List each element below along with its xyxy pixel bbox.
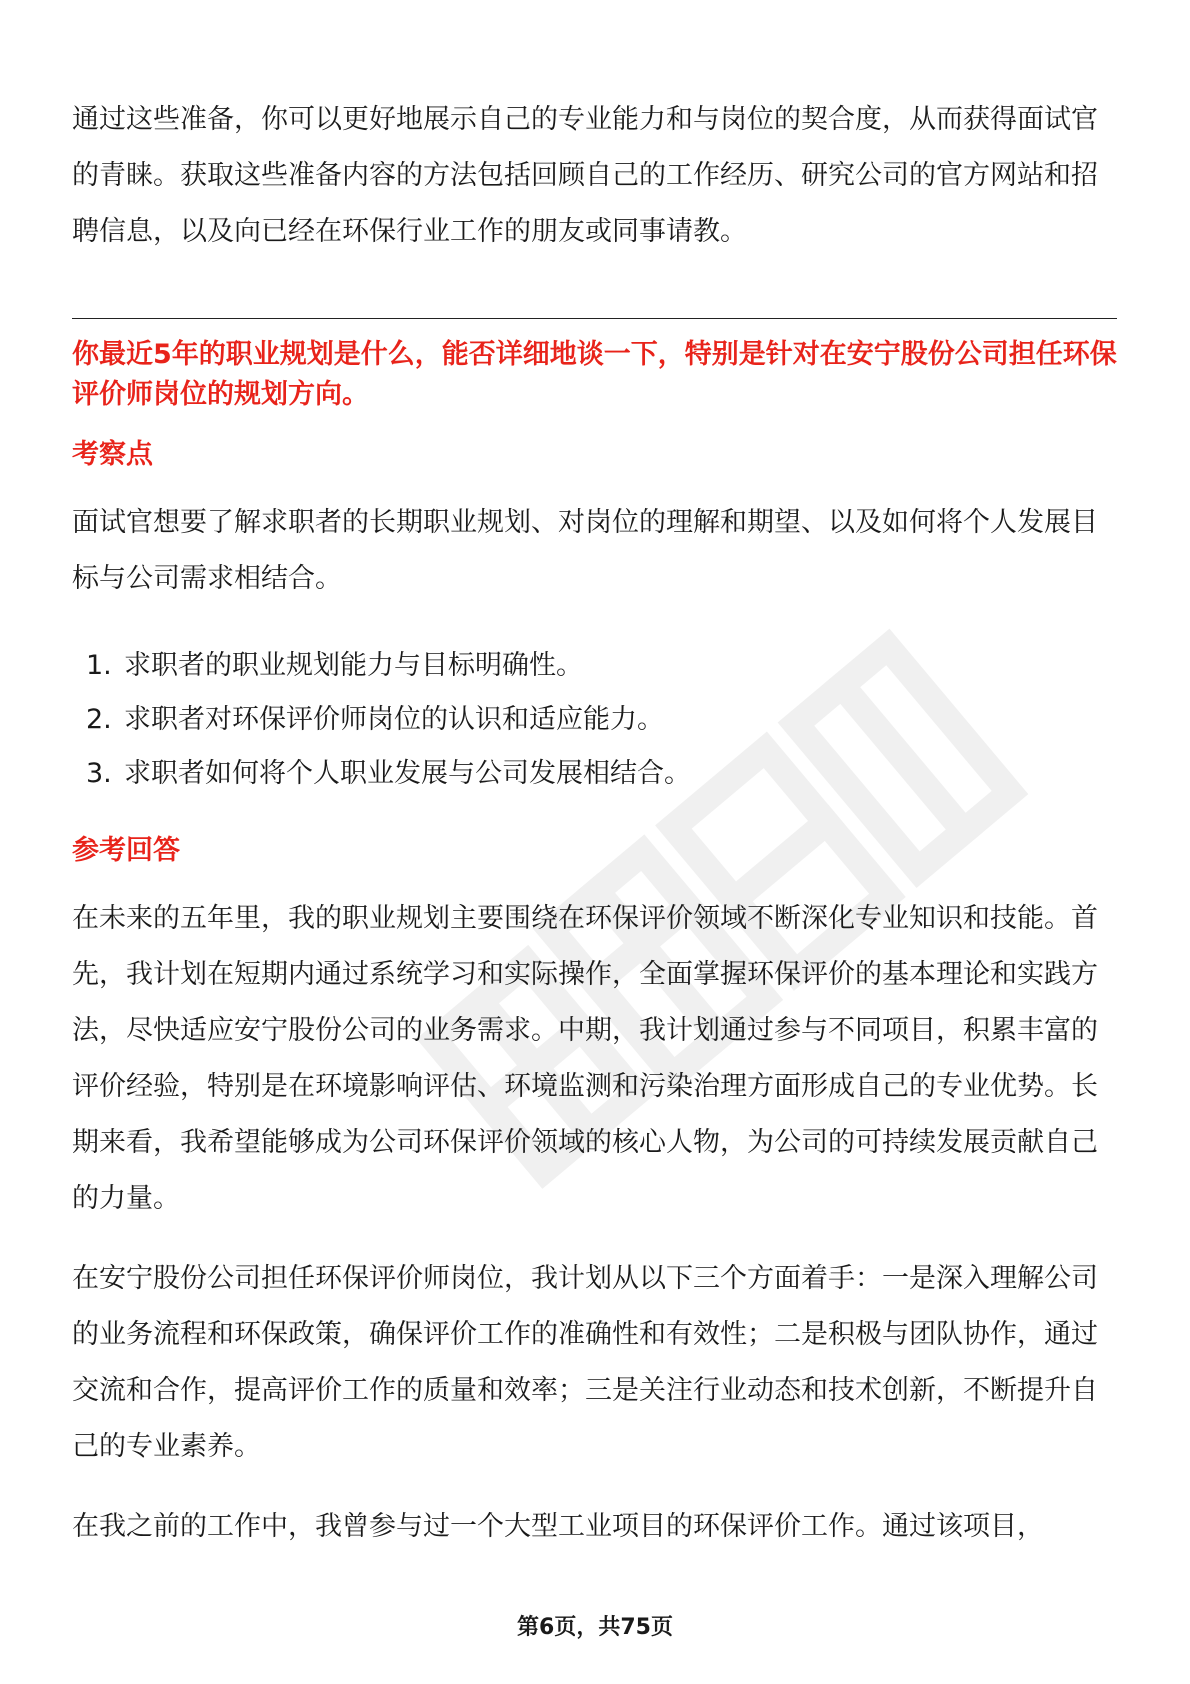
assessment-text: 面试官想要了解求职者的长期职业规划、对岗位的理解和期望、以及如何将个人发展目标与公司需求相结合。 <box>72 507 1098 594</box>
list-item-text: 求职者对环保评价师岗位的认识和适应能力。 <box>124 704 664 735</box>
answer-paragraph-3: 在我之前的工作中，我曾参与过一个大型工业项目的环保评价工作。通过该项目， <box>72 1511 1044 1542</box>
assessment-points-list <box>72 639 1117 801</box>
list-item-number: 2. <box>86 704 112 735</box>
list-item-number: 1. <box>86 650 112 681</box>
list-item-number: 3. <box>86 758 112 789</box>
section-divider <box>72 318 1117 319</box>
list-item-text: 求职者如何将个人职业发展与公司发展相结合。 <box>124 758 691 789</box>
list-item <box>72 693 1117 747</box>
page-number-footer: 第6页，共75页 <box>517 1615 673 1640</box>
list-item <box>72 639 1117 693</box>
document-page <box>72 92 1117 1555</box>
list-item-text: 求职者的职业规划能力与目标明确性。 <box>124 650 583 681</box>
answer-paragraph-1: 在未来的五年里，我的职业规划主要围绕在环保评价领域不断深化专业知识和技能。首先，我计划在短期内通过系统学习和实际操作，全面掌握环保评价的基本理论和实践方法，尽快适应安宁股份公司的业务需求。中期，我计划通过参与不同项目，积累丰富的评价经验，特别是在环境影响评估、环境监测和污染治理方面形成自己的专业优势。长期来看，我希望能够成为公司环保评价领域的核心人物，为公司的可持续发展贡献自己的力量。 <box>72 903 1098 1214</box>
assessment-heading: 考察点 <box>72 439 153 470</box>
answer-heading: 参考回答 <box>72 835 180 866</box>
list-item <box>72 747 1117 801</box>
intro-paragraph: 通过这些准备，你可以更好地展示自己的专业能力和与岗位的契合度，从而获得面试官的青睐。获取这些准备内容的方法包括回顾自己的工作经历、研究公司的官方网站和招聘信息，以及向已经在环保行业工作的朋友或同事请教。 <box>72 104 1098 247</box>
answer-paragraph-2: 在安宁股份公司担任环保评价师岗位，我计划从以下三个方面着手：一是深入理解公司的业务流程和环保政策，确保评价工作的准确性和有效性；二是积极与团队协作，通过交流和合作，提高评价工作的质量和效率；三是关注行业动态和技术创新，不断提升自己的专业素养。 <box>72 1263 1098 1462</box>
interview-question: 你最近5年的职业规划是什么，能否详细地谈一下，特别是针对在安宁股份公司担任环保评价师岗位的规划方向。 <box>72 339 1117 410</box>
